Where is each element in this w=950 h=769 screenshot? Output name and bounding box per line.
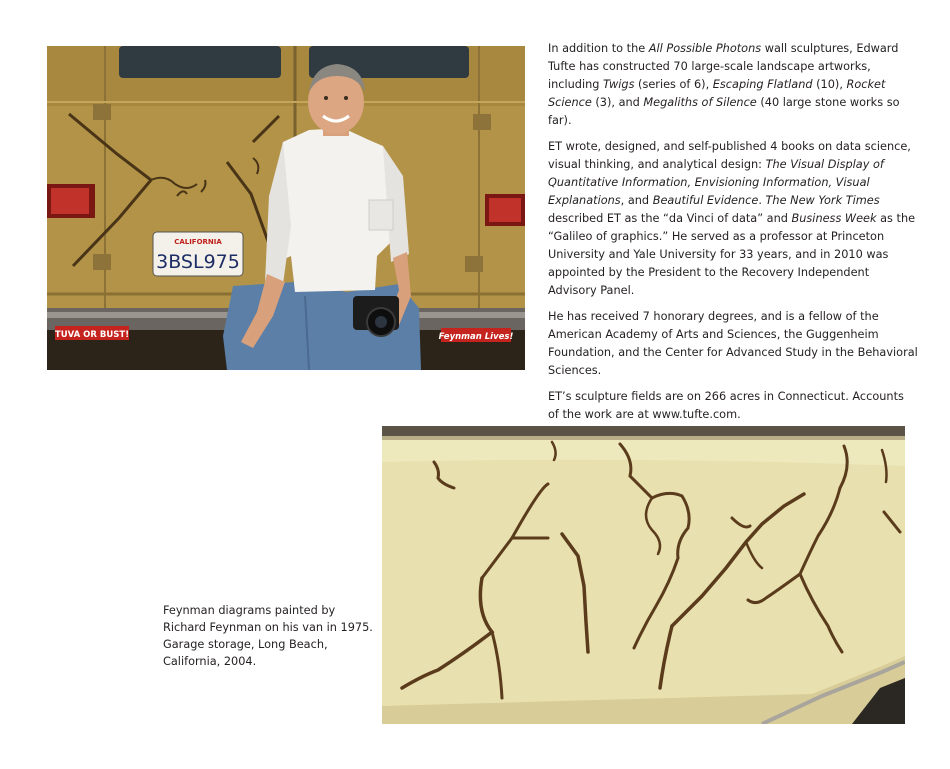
photo-feynman-van-man — [47, 46, 525, 370]
italic-title: The New York Times — [765, 194, 880, 207]
italic-title: Twigs — [603, 78, 635, 91]
text-run: (10), — [812, 78, 847, 91]
italic-title: The Visual Display of Quantitative Information, Envisioning Information, Visual Explanations — [548, 158, 884, 207]
paragraph-1 — [548, 40, 918, 130]
text-run: (series of 6), — [634, 78, 713, 91]
bumper-sticker-left: TUVA OR BUST! — [54, 330, 130, 340]
photo-feynman-diagrams-closeup — [382, 426, 905, 724]
italic-title: Escaping Flatland — [712, 78, 813, 91]
text-run: In addition to the — [548, 42, 649, 55]
bumper-sticker-right: Feynman Lives! — [438, 332, 514, 342]
text-run: , and — [620, 194, 653, 207]
italic-title: All Possible Photons — [648, 42, 762, 55]
license-plate-state: CALIFORNIA — [174, 238, 222, 246]
license-plate-number: 3BSL975 — [156, 251, 240, 273]
body-text — [548, 40, 918, 432]
text-run: as the “Galileo of graphics.” He served as a professor at Princeton University and Yale University for 33 years, and in 2010 was appointed by the President to the Recovery Independent Advisory Panel. — [548, 212, 916, 297]
text-run: (40 large stone works so far). — [548, 96, 900, 127]
italic-title: Business Week — [791, 212, 877, 225]
text-run: (3), and — [591, 96, 644, 109]
italic-title: Rocket Science — [548, 78, 886, 109]
italic-title: Megaliths of Silence — [643, 96, 757, 109]
photo-caption: Feynman diagrams painted by Richard Feynman on his van in 1975. Garage storage, Long Beach, California, 2004. — [163, 604, 373, 668]
italic-title: Beautiful Evidence — [652, 194, 759, 207]
paragraph-4: ET’s sculpture fields are on 266 acres in Connecticut. Accounts of the work are at www.tufte.com. — [548, 390, 904, 421]
text-run: wall sculptures, Edward Tufte has constructed 70 large-scale landscape artworks, including — [548, 42, 899, 91]
text-run: described ET as the “da Vinci of data” and — [548, 212, 792, 225]
text-run: . — [758, 194, 766, 207]
paragraph-2 — [548, 138, 918, 300]
text-run: ET wrote, designed, and self-published 4 books on data science, visual thinking, and analytical design: — [548, 140, 911, 171]
paragraph-3: He has received 7 honorary degrees, and is a fellow of the American Academy of Arts and Sciences, the Guggenheim Foundation, and the Center for Advanced Study in the Behavioral Sciences. — [548, 310, 918, 377]
